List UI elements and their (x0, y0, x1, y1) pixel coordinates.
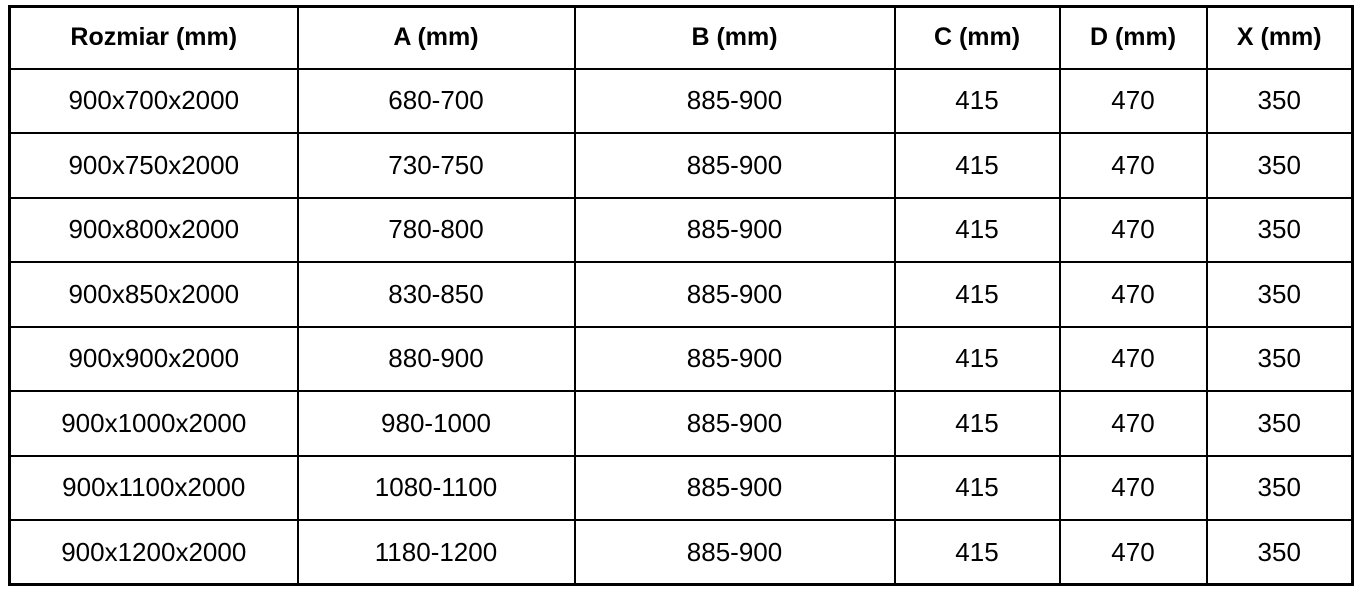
cell-d: 470 (1060, 520, 1207, 585)
column-header-a: A (mm) (298, 7, 575, 69)
cell-d: 470 (1060, 198, 1207, 263)
table-head (10, 7, 1353, 69)
cell-a: 980-1000 (298, 391, 575, 456)
cell-c: 415 (895, 520, 1060, 585)
cell-rozmiar: 900x1100x2000 (10, 456, 298, 521)
table-body (10, 69, 1353, 585)
cell-a: 880-900 (298, 327, 575, 392)
cell-rozmiar: 900x1000x2000 (10, 391, 298, 456)
table-row (10, 133, 1353, 198)
cell-a: 1080-1100 (298, 456, 575, 521)
column-header-x: X (mm) (1207, 7, 1353, 69)
cell-c: 415 (895, 456, 1060, 521)
cell-b: 885-900 (575, 520, 895, 585)
cell-b: 885-900 (575, 69, 895, 134)
column-header-c: C (mm) (895, 7, 1060, 69)
table-row (10, 520, 1353, 585)
cell-b: 885-900 (575, 327, 895, 392)
table-row (10, 391, 1353, 456)
cell-d: 470 (1060, 456, 1207, 521)
cell-d: 470 (1060, 262, 1207, 327)
table-row (10, 327, 1353, 392)
cell-d: 470 (1060, 69, 1207, 134)
cell-x: 350 (1207, 520, 1353, 585)
cell-b: 885-900 (575, 391, 895, 456)
cell-a: 1180-1200 (298, 520, 575, 585)
dimensions-table (8, 5, 1354, 586)
cell-b: 885-900 (575, 456, 895, 521)
cell-rozmiar: 900x850x2000 (10, 262, 298, 327)
cell-c: 415 (895, 262, 1060, 327)
cell-x: 350 (1207, 327, 1353, 392)
column-header-rozmiar: Rozmiar (mm) (10, 7, 298, 69)
cell-d: 470 (1060, 391, 1207, 456)
table-row (10, 262, 1353, 327)
table-row (10, 456, 1353, 521)
cell-d: 470 (1060, 327, 1207, 392)
cell-a: 730-750 (298, 133, 575, 198)
column-header-d: D (mm) (1060, 7, 1207, 69)
cell-c: 415 (895, 133, 1060, 198)
cell-c: 415 (895, 327, 1060, 392)
cell-x: 350 (1207, 133, 1353, 198)
cell-rozmiar: 900x900x2000 (10, 327, 298, 392)
cell-x: 350 (1207, 262, 1353, 327)
cell-rozmiar: 900x800x2000 (10, 198, 298, 263)
cell-c: 415 (895, 391, 1060, 456)
cell-a: 680-700 (298, 69, 575, 134)
cell-a: 780-800 (298, 198, 575, 263)
cell-b: 885-900 (575, 262, 895, 327)
cell-a: 830-850 (298, 262, 575, 327)
cell-x: 350 (1207, 198, 1353, 263)
cell-x: 350 (1207, 69, 1353, 134)
cell-c: 415 (895, 69, 1060, 134)
cell-rozmiar: 900x700x2000 (10, 69, 298, 134)
cell-b: 885-900 (575, 133, 895, 198)
table-row (10, 69, 1353, 134)
cell-rozmiar: 900x750x2000 (10, 133, 298, 198)
cell-c: 415 (895, 198, 1060, 263)
table-row (10, 198, 1353, 263)
cell-d: 470 (1060, 133, 1207, 198)
column-header-b: B (mm) (575, 7, 895, 69)
cell-x: 350 (1207, 456, 1353, 521)
cell-x: 350 (1207, 391, 1353, 456)
cell-rozmiar: 900x1200x2000 (10, 520, 298, 585)
header-row (10, 7, 1353, 69)
cell-b: 885-900 (575, 198, 895, 263)
